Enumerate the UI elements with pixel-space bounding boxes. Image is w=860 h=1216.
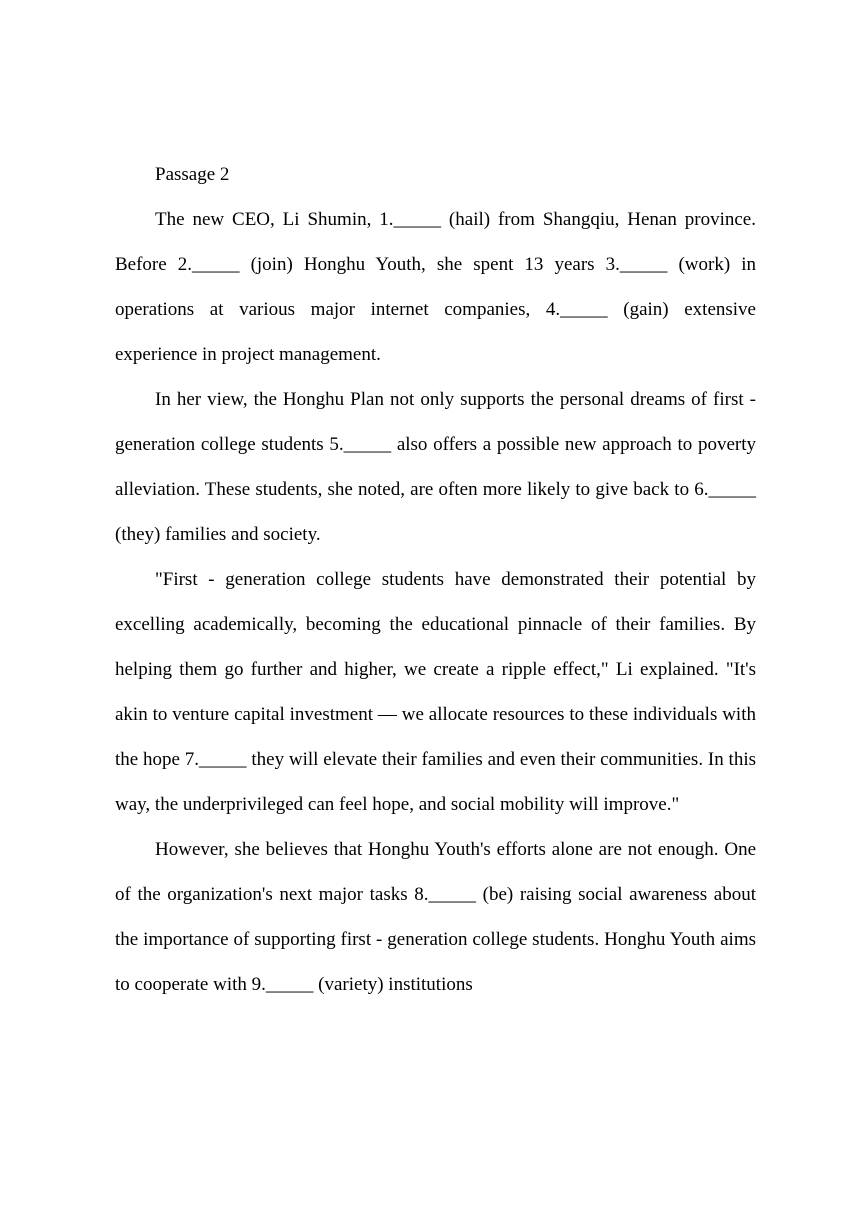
document-page <box>115 152 756 1007</box>
paragraph-2: In her view, the Honghu Plan not only supports the personal dreams of first - generation college students 5._____ also offers a possible new approach to poverty alleviation. These students, she noted, are often more likely to give back to 6._____ (they) families and society. <box>115 389 756 545</box>
passage-heading: Passage 2 <box>155 164 230 185</box>
paragraph-1: The new CEO, Li Shumin, 1._____ (hail) from Shangqiu, Henan province. Before 2._____ (join) Honghu Youth, she spent 13 years 3._____ (work) in operations at various major internet companies, 4._____ (gain) extensive experience in project management. <box>115 209 756 365</box>
paragraph-3: "First - generation college students have demonstrated their potential by excelling academically, becoming the educational pinnacle of their families. By helping them go further and higher, we create a ripple effect," Li explained. "It's akin to venture capital investment — we allocate resources to these individuals with the hope 7._____ they will elevate their families and even their communities. In this way, the underprivileged can feel hope, and social mobility will improve." <box>115 569 756 815</box>
paragraph-4: However, she believes that Honghu Youth's efforts alone are not enough. One of the organization's next major tasks 8._____ (be) raising social awareness about the importance of supporting first - generation college students. Honghu Youth aims to cooperate with 9._____ (variety) institutions <box>115 839 756 995</box>
